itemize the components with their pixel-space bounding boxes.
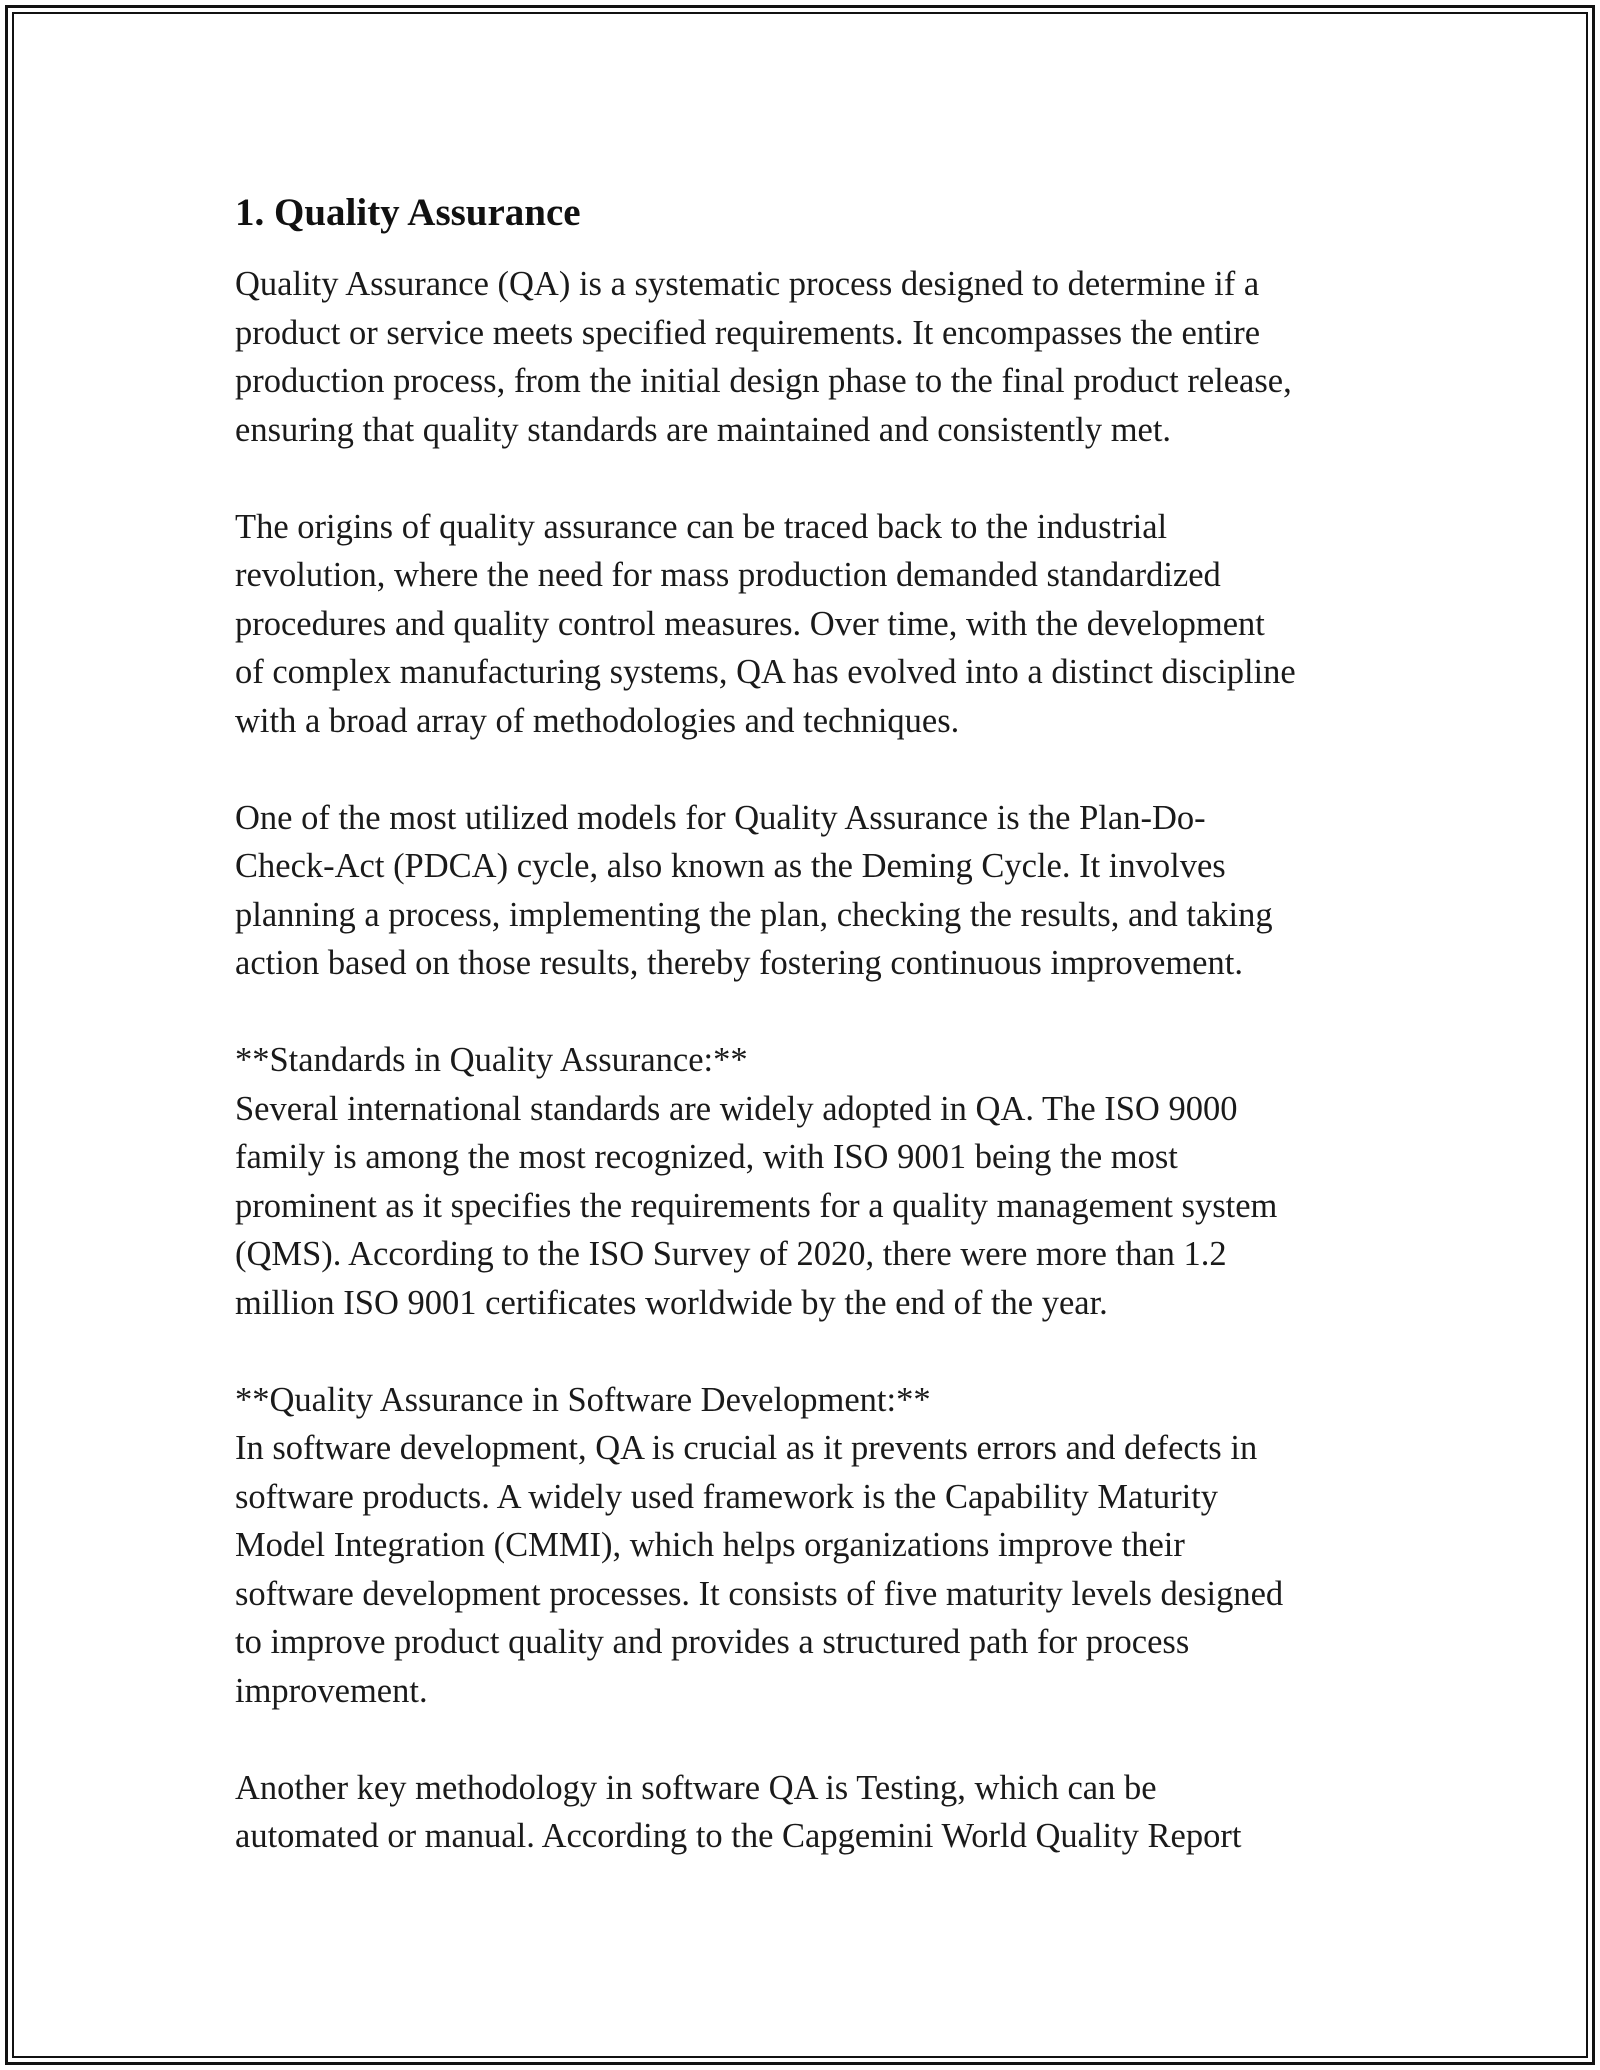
paragraph [235,1376,1375,1716]
paragraph-line: million ISO 9001 certificates worldwide by the end of the year. [235,1283,1108,1322]
paragraph-line: family is among the most recognized, with ISO 9001 being the most [235,1138,1178,1176]
paragraph-line: automated or manual. According to the Capgemini World Quality Report [235,1817,1242,1855]
paragraph-line: production process, from the initial design phase to the final product release, [235,362,1292,400]
paragraph-line: (QMS). According to the ISO Survey of 2020, there were more than 1.2 [235,1235,1227,1273]
paragraph-line: of complex manufacturing systems, QA has evolved into a distinct discipline [235,653,1296,691]
paragraph-line: Another key methodology in software QA is Testing, which can be [235,1768,1157,1807]
paragraph-line: Model Integration (CMMI), which helps organizations improve their [235,1526,1185,1564]
paragraph-line: **Quality Assurance in Software Development:** [235,1380,931,1419]
paragraph-line: Several international standards are widely adopted in QA. The ISO 9000 [235,1089,1238,1128]
paragraph-line: Quality Assurance (QA) is a systematic process designed to determine if a [235,265,1260,303]
paragraph-line: action based on those results, thereby fostering continuous improvement. [235,944,1243,982]
paragraph [235,260,1375,454]
paragraph-line: **Standards in Quality Assurance:** [235,1041,748,1079]
paragraph-line: ensuring that quality standards are maintained and consistently met. [235,410,1172,449]
paragraph-line: with a broad array of methodologies and techniques. [235,701,960,740]
paragraph-line: One of the most utilized models for Quality Assurance is the Plan-Do- [235,798,1206,837]
paragraph-container [235,260,1375,1861]
paragraph-line: The origins of quality assurance can be traced back to the industrial [235,507,1168,546]
paragraph-line: to improve product quality and provides a structured path for process [235,1623,1190,1661]
section-heading: 1. Quality Assurance [235,191,581,234]
paragraph-line: product or service meets specified requirements. It encompasses the entire [235,313,1261,352]
paragraph-line: Check-Act (PDCA) cycle, also known as the Deming Cycle. It involves [235,847,1226,885]
paragraph [235,1764,1375,1861]
paragraph [235,794,1375,988]
paragraph [235,1036,1375,1327]
paragraph-line: procedures and quality control measures. Over time, with the development [235,604,1265,643]
paragraph-line: improvement. [235,1671,428,1710]
document-body [235,186,1375,1909]
paragraph-line: In software development, QA is crucial as it prevents errors and defects in [235,1429,1258,1467]
paragraph-line: software products. A widely used framework is the Capability Maturity [235,1477,1219,1516]
paragraph-line: planning a process, implementing the plan, checking the results, and taking [235,895,1273,934]
paragraph-line: prominent as it specifies the requirements for a quality management system [235,1186,1278,1225]
paragraph-line: software development processes. It consists of five maturity levels designed [235,1574,1284,1613]
paragraph [235,503,1375,746]
paragraph-line: revolution, where the need for mass production demanded standardized [235,556,1221,594]
